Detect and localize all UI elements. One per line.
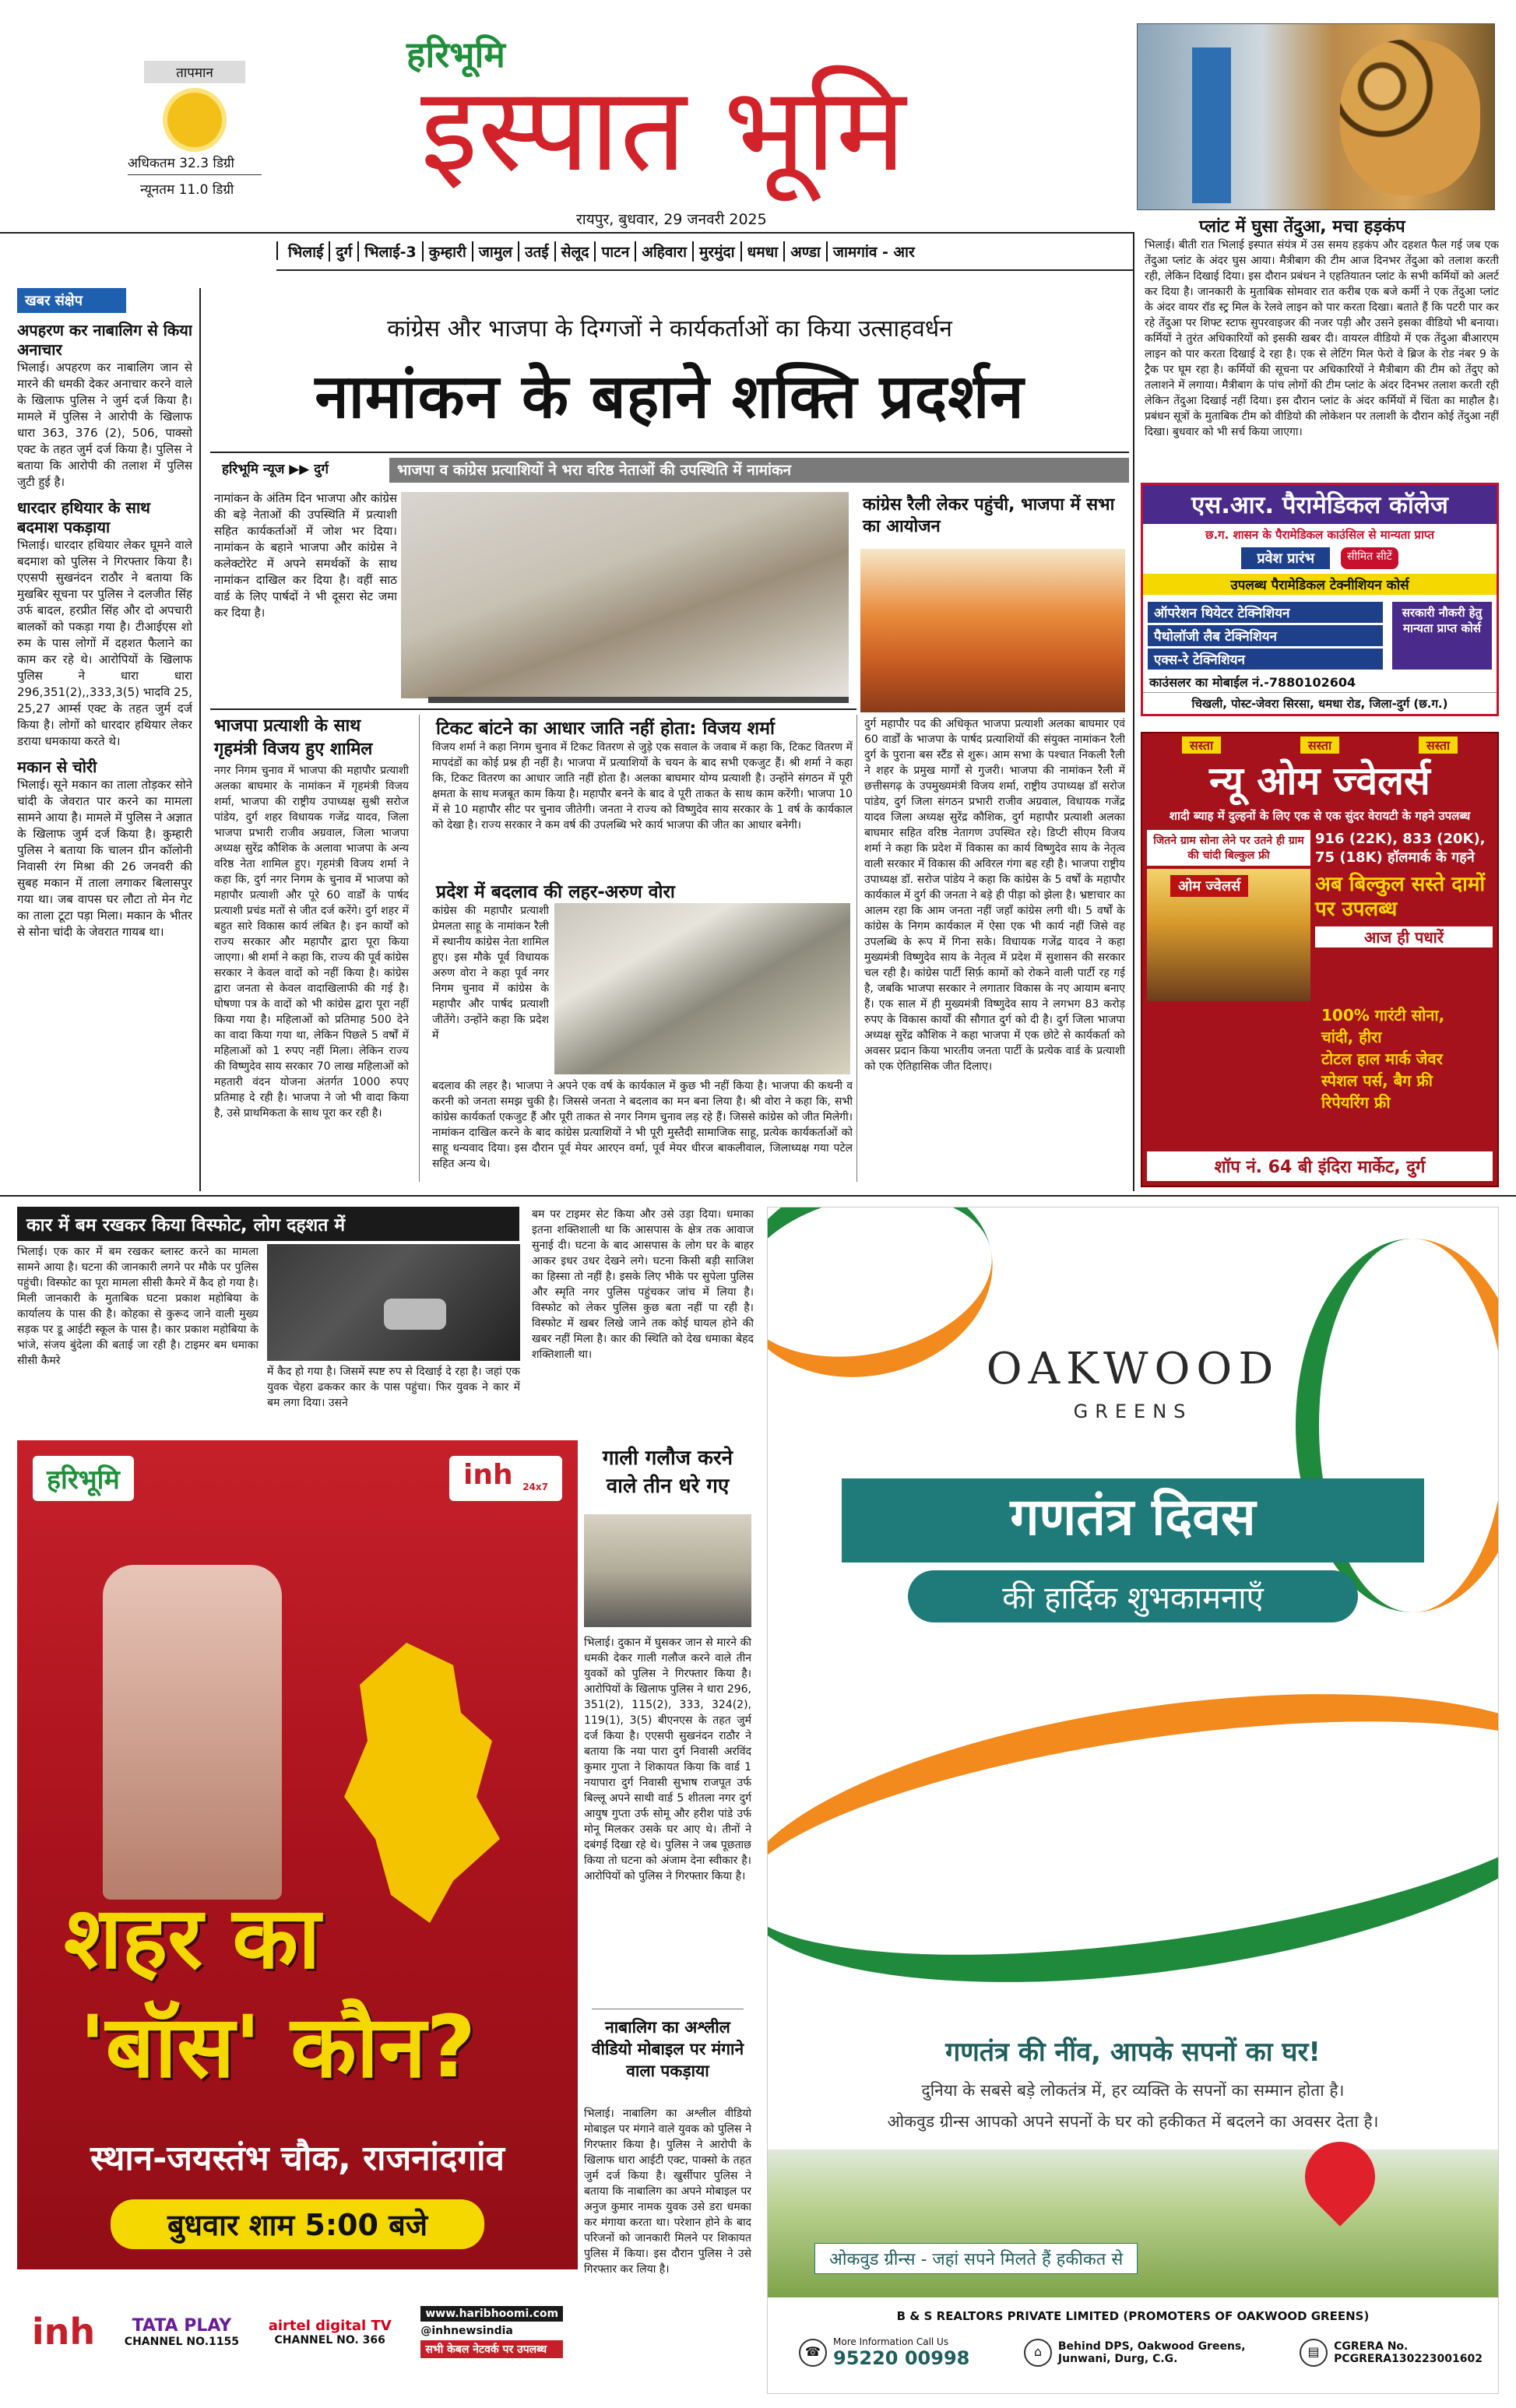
event-brand: हरिभूमि — [33, 1456, 134, 1501]
tricolor-ribbon — [767, 1647, 1499, 2029]
weather-label: तापमान — [144, 61, 245, 83]
call-label: More Information Call Us — [833, 2336, 949, 2347]
paramedical-address: चिखली, पोस्ट-जेवरा सिरसा, धमधा रोड, जिला-दुर्ग (छ.ग.) — [1143, 692, 1497, 715]
sasta-label: सस्ता — [1419, 736, 1458, 754]
nav-item[interactable]: उतई — [519, 241, 556, 262]
nav-item[interactable]: मुरमुंदा — [694, 241, 742, 262]
limited-seats-badge: सीमित सीटें — [1341, 547, 1398, 569]
min-temperature: न्यूनतम 11.0 डिग्री — [140, 182, 234, 198]
shop-sign: ओम ज्वेलर्स — [1170, 875, 1248, 897]
news-brief-column — [17, 288, 192, 1191]
side-headline: कांग्रेस रैली लेकर पहुंची, भाजपा में सभा का आयोजन — [863, 495, 1115, 536]
visit-today: आज ही पधारें — [1315, 926, 1493, 947]
state-map-graphic — [344, 1643, 500, 1923]
news-brief-label: खबर संक्षेप — [17, 288, 126, 313]
nomination-photo-1 — [401, 492, 849, 698]
sub1-body: नगर निगम चुनाव में भाजपा की महापौर प्रत्याशी अलका बाघमार के नामांकन में गृहमंत्री विजय शर्मा, भाजपा की राष्ट्रीय उपाध्यक्ष सुश्री सरोज पांडेय, दुर्ग शहर विधायक गजेंद्र यादव, जिला भाजपा प्रभारी राजीव अग्रवाल, जिला भाजपा अध्यक्ष सुरेंद्र कौशिक के अलावा भाजपा के अन्य वरिष्ठ नेता शामिल हुए। गृहमंत्री विजय शर्मा ने कहा कि, दुर्ग नगर निगम के चुनाव में भाजपा को महापौर प्रत्याशी और पूरे 60 वार्डों के पार्षद प्रत्याशी प्रचंड मतों से जीत दर्ज करेंगे। दुर्ग शहर में बहुत सारे विकास कार्य लंबित है। इन कार्यों को राज्य सरकार और महापौर द्वारा पूरा किया जाएगा। श्री शर्मा ने कहा कि, राज्य की पूर्व कांग्रेस सरकार ने केवल वादों को नहीं किया है। कांग्रेस द्वारा जनता से केवल वादाखिलाफी की गई है। घोषणा पत्र के वादों को भी कांग्रेस द्वारा पूरा नहीं किया गया है। महिलाओं को प्रतिमाह 500 देने का वादा किया गया था, लेकिन पिछले 5 वर्षों में महिलाओं को 1 रुपए नहीं मिला। लेकिन राज्य की विष्णुदेव साय सरकार 70 लाख महिलाओं को महतारी वंदन योजना अंतर्गत 1000 रुपए प्रतिमाह दे रही है। भाजपा ने जो भी वादा किया है, उसे प्राथमिकता के साथ पूरा कर रही है। — [214, 765, 409, 1120]
nav-item[interactable]: अहिवारा — [636, 241, 694, 262]
nav-item[interactable]: दुर्ग — [330, 241, 359, 262]
main-kicker: कांग्रेस और भाजपा के दिग्गजों ने कार्यकर्ताओं का किया उत्साहवर्धन — [387, 315, 952, 343]
video-headline: नाबालिग का अश्लील वीडियो मोबाइल पर मंगाने वाला पकड़ाया — [591, 2018, 744, 2080]
weather-box — [117, 61, 273, 236]
dateline: रायपुर, बुधवार, 29 जनवरी 2025 — [576, 211, 767, 228]
nav-item[interactable]: जामुल — [473, 241, 519, 262]
location-icon: ⌂ — [1024, 2339, 1052, 2367]
oakwood-brand: OAKWOOD — [986, 1344, 1280, 1394]
inh-logo-sub: 24x7 — [522, 1482, 548, 1493]
oakwood-ad — [767, 1207, 1499, 2394]
oakwood-tagline: गणतंत्र की नींव, आपके सपनों का घर! — [945, 2037, 1321, 2068]
voting-hand-graphic — [103, 1565, 282, 1900]
inh-logo-text: inh — [463, 1459, 513, 1491]
video-body: भिलाई। नाबालिग का अश्लील वीडियो मोबाइल पर मंगाने वाले युवक को पुलिस ने गिरफ्तार किया है। पुलिस ने आरोपी के खिलाफ धारा आईटी एक्ट, पाक्सो के तहत जुर्म दर्ज किया है। खुर्सीपार पुलिस ने बताया कि नाबालिग का अपने मोबाइल पर अनुज कुमार नामक युवक उसे डरा धमका कर मंगाया करता था। परेशान होने के बाद परिजनों को जानकारी मिलने पर शिकायत पुलिस में किया। इस दौरान पुलिस ने उसे गिरफ्तार कर लिया है। — [584, 2107, 751, 2276]
local-nav — [276, 241, 920, 262]
sun-icon — [167, 93, 222, 147]
nomination-photo-2 — [428, 697, 849, 703]
blast-body-b: में कैद हो गया है। जिसमें स्पष्ट रुप से दिखाई दे रहा है। जहां एक युवक चेहरा ढककर कार के पास पहुंचा। फिर युवक ने कार में बम लगा दिया। उसने — [267, 1366, 520, 1409]
boss-question-1: शहर का — [64, 1888, 321, 1988]
counsellor-phone: काउंसलर का मोबाईल नं.-7880102604 — [1149, 675, 1356, 690]
paramedical-title: एस.आर. पैरामेडिकल कॉलेज — [1143, 485, 1497, 524]
course-item: पैथोलॉजी लैब टेक्निशियन — [1148, 625, 1383, 646]
admission-badge: प्रवेश प्रारंभ — [1241, 547, 1330, 569]
website-link[interactable]: www.haribhoomi.com — [420, 2306, 563, 2322]
shop-photo — [1147, 869, 1310, 1001]
feature-item: रिपेयरिंग फ्री — [1321, 1093, 1391, 1112]
brief-body: भिलाई। धारदार हथियार लेकर घूमने वाले बदमाश को पुलिस ने गिरफ्तार किया है। एएसपी सुखनंदन राठौर ने बताया कि मुखबिर सूचना पर पुलिस ने दलजीत सिंह उर्फ बादल, हरप्रीत सिंह और दो अपचारी बालकों को पकड़ा गया है। टीआईएस शो रुम के पास लोगों में दहशत फैलाने का काम कर रहे थे। आरोपियों के खिलाफ पुलिस ने धारा धारा 296,351(2),,333,3(5) भादवि 25, 25,27 आर्म्स एक्ट के तहत जुर्म दर्ज किया है। लोगों को धारदार हथियार लेकर डराया धमकाया करते थे। — [17, 538, 192, 748]
masthead-brand: हरिभूमि — [406, 33, 505, 76]
nav-item[interactable]: अण्डा — [785, 241, 828, 262]
blast-headline: कार में बम रखकर किया विस्फोट, लोग दहशत में — [17, 1207, 519, 1241]
event-time: बुधवार शाम 5:00 बजे — [111, 2199, 484, 2249]
event-place: स्थान-जयस्तंभ चौक, राजनांदगांव — [90, 2139, 505, 2178]
oakwood-brand-sub: GREENS — [1073, 1401, 1193, 1422]
sub3-body-b: बदलाव की लहर है। भाजपा ने अपने एक वर्ष के कार्यकाल में कुछ भी नहीं किया है। भाजपा की कथनी व करनी को जनता समझ चुकी है। जिससे जनता ने बदलाव का मन बना लिया है। श्री वोरा ने कहा कि, सभी कांग्रेस कार्यकर्ता एकजुट हैं और पूरी ताकत से नगर निगम चुनाव लड़ रहे हैं। जिससे कांग्रेस को जीत मिलेगी। नामांकन दाखिल करने के बाद कांग्रेस प्रत्याशियों ने भी पूरी मुस्तैदी सामाजिक साहू, प्रत्येक कार्यकर्ताओं को साहू धन्यवाद दिया। इस दौरान पूर्व मेयर आरएन वर्मा, पूर्व मेयर धीरज बाकलीवाल, जिलाध्यक्ष गया पटेल सहित अन्य थे। — [432, 1080, 853, 1170]
nav-item[interactable]: भिलाई-3 — [359, 241, 424, 262]
address-line-2: Junwani, Durg, C.G. — [1057, 2353, 1178, 2365]
nav-item[interactable]: भिलाई — [283, 241, 330, 262]
address-line-1: Behind DPS, Oakwood Greens, — [1057, 2340, 1246, 2353]
sub2-body: विजय शर्मा ने कहा निगम चुनाव में टिकट वितरण से जुड़े एक सवाल के जवाब में कहा कि, टिकट वितरण में मापदंडों का कोई प्रश्न ही नहीं है। भाजपा में प्रत्याशियों के चयन के बाद सभी एकजुट हैं। श्री शर्मा ने कहा कि, टिकट वितरण का आधार जाति नहीं होता है। अलका बाघमार योग्य प्रत्याशी है। उन्होंने संगठन में पूरी क्षमता के साथ मजबूत काम किया है। महापौर बनने के बाद वे पूरी ताकत के साथ काम करेंगी। भाजपा 10 में से 10 महापौर सीट पर चुनाव जीतेगी। जनता ने राज्य को विष्णुदेव साय सरकार के 1 वर्ष के कार्यकाल को देखा है। राज्य सरकार ने कम वर्ष की उपलब्धि भरे कार्य भाजपा की जीत का आधार बनेगी। — [432, 741, 853, 831]
inh-footer-logo: inh — [31, 2311, 96, 2353]
sasta-label: सस्ता — [1300, 736, 1339, 754]
govt-job-badge: सरकारी नौकरी हेतु मान्यता प्राप्त कोर्स — [1392, 602, 1492, 670]
max-temperature: अधिकतम 32.3 डिग्री — [128, 156, 234, 171]
airtel-channel: CHANNEL NO. 366 — [274, 2333, 385, 2346]
brief-body: भिलाई। अपहरण कर नाबालिग जान से मारने की धमकी देकर अनाचार करने वाले के खिलाफ पुलिस ने जुर्म दर्ज किया है। मामले में पुलिस ने आरोपी के खिलाफ धारा 363, 376 (2), 506, पाक्सो एक्ट के तहत जुर्म दर्ज किया है। पुलिस ने बताया कि आरोपी की तलाश में पुलिस जुटी हुई है। — [17, 360, 192, 489]
company-name: B & S REALTORS PRIVATE LIMITED (PROMOTERS OF OAKWOOD GREENS) — [896, 2309, 1370, 2323]
cable-networks: सभी केबल नेटवर्क पर उपलब्ध — [420, 2340, 563, 2358]
free-silver-offer: जितने ग्राम सोना लेने पर उतने ही ग्राम की चांदी बिल्कुल फ्री — [1147, 830, 1310, 866]
feature-item: 100% गारंटी सोना, चांदी, हीरा — [1321, 1006, 1445, 1046]
main-intro: नामांकन के अंतिम दिन भाजपा और कांग्रेस की बड़े नेताओं की उपस्थिति में प्रत्याशी सहित कार्यकर्ताओं में जोश भर दिया। नामांकन के बहाने भाजपा और कांग्रेस ने कलेक्टोरेट में अपने समर्थकों के साथ नामांकन दाखिल कर दिया है। वहीं साठ वार्ड के लिए पार्षदों ने भी दूसरा सेट जमा कर दिया है। — [214, 491, 397, 620]
cctv-still — [267, 1244, 520, 1361]
brief-item — [17, 498, 192, 750]
jewellers-shop-address: शॉप नं. 64 बी इंदिरा मार्केट, दुर्ग — [1147, 1151, 1493, 1181]
leopard-photo — [1137, 23, 1495, 210]
jewellers-ad — [1141, 732, 1499, 1187]
boss-event-ad — [17, 1440, 578, 2394]
phone-number[interactable]: 95220 00998 — [833, 2347, 970, 2369]
sub1-headline: भाजपा प्रत्याशी के साथ गृहमंत्री विजय हुए शामिल — [214, 716, 373, 759]
inh-logo — [449, 1456, 562, 1501]
paramedical-ad — [1141, 483, 1499, 716]
nav-item[interactable]: धमधा — [742, 241, 786, 262]
nav-item[interactable]: जामगांव - आर — [832, 244, 915, 261]
photo-caption-band: भाजपा व कांग्रेस प्रत्याशियों ने भरा वरिष्ठ नेताओं की उपस्थिति में नामांकन — [389, 458, 1129, 483]
nav-item[interactable]: सेलूद — [556, 241, 596, 262]
sub2-headline: टिकट बांटने का आधार जाति नहीं होता: विजय शर्मा — [436, 719, 775, 739]
masthead-title: इस्पात भूमि — [420, 62, 906, 198]
nav-item[interactable]: पाटन — [596, 241, 636, 262]
arrest-photo — [584, 1514, 751, 1627]
abuse-body: भिलाई। दुकान में घुसकर जान से मारने की धमकी देकर गाली गलौज करने वाले तीन युवकों को पुलिस ने गिरफ्तार किया है। आरोपियों के खिलाफ पुलिस ने धारा 296, 351(2), 115(2), 333, 324(2), 119(1), 3(5) बीएनएस के तहत जुर्म दर्ज किया है। एएसपी सुखनंदन राठौर ने बताया कि नया पारा दुर्ग निवासी अरविंद कुमार गुप्ता ने शिकायत किया कि वार्ड 1 नयापारा दुर्ग निवासी सुभाष राजपूत उर्फ बिल्लू अपने साथी वार्ड 5 शीतला नगर दुर्ग आयुष गुप्ता उर्फ सोमू और हरीश पांडे उर्फ मोनू मिलकर उसके घर आए थे। तीनों ने दबंगई दिखा रहे थे। पुलिस ने जब पूछताछ किया तो घटना को अंजाम देना स्वीकार है। आरोपियों को पुलिस ने गिरफ्तार किया है। — [584, 1636, 751, 1882]
cheap-banner: अब बिल्कुल सस्ते दामों पर उपलब्ध — [1315, 873, 1486, 921]
sub3-headline: प्रदेश में बदलाव की लहर-अरुण वोरा — [436, 882, 675, 902]
greeting-title: गणतंत्र दिवस — [1010, 1487, 1256, 1547]
rera-number: PCGRERA130223001602 — [1334, 2353, 1483, 2365]
airtel-logo: airtel digital TV — [268, 2317, 392, 2334]
boss-question-2: 'बॉस' कौन? — [79, 1997, 477, 2097]
brief-title: मकान से चोरी — [17, 758, 97, 776]
course-item: ऑपरेशन थियेटर टेक्निशियन — [1148, 602, 1383, 623]
land-photo — [768, 2150, 1498, 2297]
rera-label: CGRERA No. — [1334, 2340, 1409, 2353]
side-body: दुर्ग महापौर पद की अधिकृत भाजपा प्रत्याशी अलका बाघमार एवं 60 वार्डों के भाजपा के पार्षद प्रत्याशियों की संयुक्त नामांकन रैली दुर्ग के पुराना बस स्टैंड से शुरू। आम सभा के पश्चात निकली रैली ने शहर के प्रमुख मार्गों से गुजरी। भाजपा की नामांकन रैली में छत्तीसगढ़ के उपमुख्यमंत्री विजय शर्मा, राष्ट्रीय उपाध्यक्ष डॉ सरोज पांडेय, दुर्ग जिला संगठन प्रभारी राजीव अग्रवाल, विधायक गजेंद्र यादव जिला अध्यक्ष सुरेंद्र कौशिक, दुर्ग महापौर प्रत्याशी अलका बाघमार सहित वरिष्ठ नेतागण उपस्थित रहे। डिप्टी सीएम विजय शर्मा ने कहा कि प्रदेश में विकास का कार्य विष्णुदेव साय के नेतृत्व वाली सरकार में विकास की अविरल गंगा बह रही है। भाजपा राष्ट्रीय उपाध्यक्ष डॉ. सरोज पांडेय ने कहा कि कांग्रेस के 5 वर्षों के महापौर कार्यकाल में दुर्ग की जनता ने बड़े ही पीड़ा को झेला है। भ्रष्टाचार का आलम रहा कि आम जनता नहीं जहाँ कांग्रेस लगी थी। 5 वर्षों के कांग्रेस के निगम कार्यकाल में ऐसा एक भी कार्य नहीं जिसे वह उपलब्धि के रूप में गिना सके। विधायक गजेंद्र यादव ने कहा मुख्यमंत्री विष्णुदेव साय के नेतृत्व में प्रदेश में सुशासन की सरकार चल रही है। कांग्रेस पार्टी सिर्फ़ कामों को रोकने वाली पार्टी रह गई है, जबकि भाजपा सरकार ने लगातार विकास के नए आयाम बनाए हैं। एक साल में ही मुख्यमंत्री विष्णुदेव साय ने लगभग 83 करोड़ रुपए के विकास कार्यों की सौगात दुर्ग को दी है। दुर्ग जिला भाजपा अध्यक्ष सुरेंद्र कौशिक ने कहा भाजपा में एक छोटे से कार्यकर्ता को अवसर प्रदान किया भारतीय जनता पार्टी के प्रत्येक वार्ड के प्रत्याशी को एक ऐतिहासिक जीत दिलाए। — [864, 718, 1125, 1073]
sub3-body-a: कांग्रेस की महापौर प्रत्याशी प्रेमलता साहू के नामांकन रैली में स्थानीय कांग्रेस नेता शामिल हुए। इस मौके पूर्व विधायक अरुण वोरा ने कहा पूर्व नगर निगम चुनाव में कांग्रेस के महापौर और पार्षद प्रत्याशी जीतेंगे। उन्होंने कहा कि प्रदेश में — [432, 905, 549, 1042]
jewellers-title: न्यू ओम ज्वेलर्स — [1209, 758, 1430, 803]
brief-body: भिलाई। सूने मकान का ताला तोड़कर सोने चांदी के जेवरात पार करने का मामला सामने आया है। मामले में पुलिस ने अज्ञात के खिलाफ जुर्म दर्ज किया है। कुम्हारी पुलिस ने बताया कि चालन ग्रीन कॉलोनी निवासी रंग मिश्रा की 26 जनवरी की सुबह मकान में ताला लगाकर बिलासपुर गया था। जब वापस घर लौटा तो मेन गेट का ताला टूटा पड़ा मिला। मकान के भीतर से सोना चांदी के जेवरात गायब था। — [17, 778, 192, 939]
sasta-label: सस्ता — [1182, 736, 1221, 754]
main-byline: हरिभूमि न्यूज ▶▶ दुर्ग — [222, 462, 329, 477]
feature-item: स्पेशल पर्स, बैग फ्री — [1321, 1071, 1433, 1090]
brief-item — [17, 321, 192, 490]
blast-body-a: भिलाई। एक कार में बम रखकर ब्लास्ट करने का मामला सामने आया है। घटना की जानकारी लगने पर मौके पर पुलिस पहुंची। विस्फोट का पूरा मामला सीसी कैमरे में कैद हो गया है। मिली जानकारी के मुताबिक घटना प्रकाश महोबिया के कार्यालय के पास की है। कोहका से कुरूद जाने वाली मुख्य सड़क पर डू आईटी स्कूल के पास है। कार प्रकाश महोबिया के भांजे, संजय बुंदेला की बताई जा रही है। टाइमर बम धमाका सीसी कैमरे — [17, 1246, 259, 1367]
blast-body-c: बम पर टाइमर सेट किया और उसे उड़ा दिया। धमाका इतना शक्तिशाली था कि आसपास के क्षेत्र तक आवाज सुनाई दी। घटना के बाद आसपास के लोग घर के बाहर आकर इधर उधर देखने लगे। घटना किसी बड़ी साजिश का हिस्सा तो नहीं है। इसके लिए भीके पर सुपेला पुलिस और स्मृति नगर पुलिस पहुंचकर जांच में लिया है। विस्फोट को लेकर पुलिस कुछ बता नहीं पा रही है। विस्फोट में खबर लिखे जाने तक कोई घायल होने की खबर नहीं मिला है। कार की स्थिति को देख धमाका बेहद शक्तिशाली था। — [532, 1208, 754, 1361]
course-item: एक्स-रे टेक्निशियन — [1148, 649, 1383, 670]
main-headline: नामांकन के बहाने शक्ति प्रदर्शन — [315, 362, 1025, 432]
courses-title: उपलब्ध पैरामेडिकल टेक्नीशियन कोर्स — [1143, 574, 1497, 595]
leopard-shape — [1340, 40, 1480, 195]
leopard-headline: प्लांट में घुसा तेंदुआ, मचा हड़कंप — [1199, 217, 1405, 237]
leopard-body: भिलाई। बीती रात भिलाई इस्पात संयंत्र में उस समय हड़कंप और दहशत फैल गई जब एक तेंदुआ प्लांट के अंदर घुस आया। मैत्रीबाग की टीम आज दिनभर तेंदुआ को तलाश करती रही, लेकिन दिखाई दिया। इस दौरान प्रबंधन ने एहतियातन प्लांट के सभी कर्मियों को अलर्ट कर दिया है। जानकारी के मुताबिक सोमवार रात करीब एक बजे कर्मी ने एक तेंदुआ प्लांट के अंदर वायर रॉड स्ट्र मिल के रेलवे लाइन को पार करता दिखा। बताते हैं कि पटरी पार कर रहे तेंदुआ पर शिफ्ट स्टाफ सुपरवाइजर की नजर पड़ी और उसने इसका वीडियो भी बनाया। कर्मियों ने तुरंत अधिकारियों को इसकी खबर दी। वायरल वीडियो में एक तेंदुआ बीआरएम लाइन को पार करता दिखाई दे रहा है। एक से लेटिंग मिल फेरो वे ब्रिज के रोड नंबर 9 के ट्रैक पर घूम रहा है। कर्मियों की सूचना पर अधिकारियों ने मैत्रीबाग की टीम को तेंदुए को तलाशने में लगाया। मैत्रीबाग के पांच लोगों की टीम प्लांट के अंदर दिनभर तलाश करती रही लेकिन तेंदुआ दिखाई नहीं दिया। इस दौरान प्लांट के अंदर कर्मियों में चिंता का माहौल है। प्रबंधन सूत्रों के मुताबिक टीम को वीडियो की लोकेशन पर तलाशी के दौरान कोई तेंदुआ नहीं दिखा। बुधवार को भी सर्च किया जाएगा। — [1145, 239, 1499, 438]
tata-channel: CHANNEL NO.1155 — [124, 2335, 240, 2348]
brief-title: अपहरण कर नाबालिग से किया अनाचार — [17, 321, 192, 359]
jewellers-tagline: शादी ब्याह में दुल्हनों के लिए एक से एक सुंदर वेरायटी के गहने उपलब्ध — [1169, 809, 1471, 823]
tata-play-logo: TATA PLAY — [132, 2315, 232, 2336]
greeting-subtitle: की हार्दिक शुभकामनाएँ — [908, 1570, 1358, 1622]
phone-icon: ☎ — [799, 2339, 827, 2367]
car-shape — [384, 1299, 446, 1330]
abuse-headline: गाली गलौज करने वाले तीन धरे गए — [602, 1447, 733, 1498]
oakwood-line-2: ओकवुड ग्रीन्स आपको अपने सपनों के घर को हकीकत में बदलने का अवसर देता है। — [887, 2112, 1379, 2131]
brief-title: धारदार हथियार के साथ बदमाश पकड़ाया — [17, 498, 150, 536]
brief-item — [17, 758, 192, 940]
nav-item[interactable]: कुम्हारी — [424, 241, 473, 262]
document-icon: ▤ — [1300, 2339, 1328, 2367]
clock-tower-shape — [1192, 47, 1231, 203]
feature-item: टोटल हाल मार्क जेवर — [1321, 1049, 1443, 1068]
gold-rates: 916 (22K), 833 (20K), 75 (18K) हॉलमार्क के गहने — [1315, 831, 1486, 866]
rally-photo — [860, 549, 1125, 712]
congress-rally-photo — [554, 903, 850, 1074]
oakwood-line-1: दुनिया के सबसे बड़े लोकतंत्र में, हर व्यक्ति के सपनों का सम्मान होता है। — [921, 2081, 1345, 2100]
oakwood-banner: ओकवुड ग्रीन्स - जहां सपने मिलते हैं हकीकत से — [814, 2243, 1138, 2274]
social-handle[interactable]: @inhnewsindia — [420, 2324, 513, 2337]
paramedical-affiliation: छ.ग. शासन के पैरामेडिकल काउंसिल से मान्यता प्राप्त — [1205, 528, 1435, 542]
